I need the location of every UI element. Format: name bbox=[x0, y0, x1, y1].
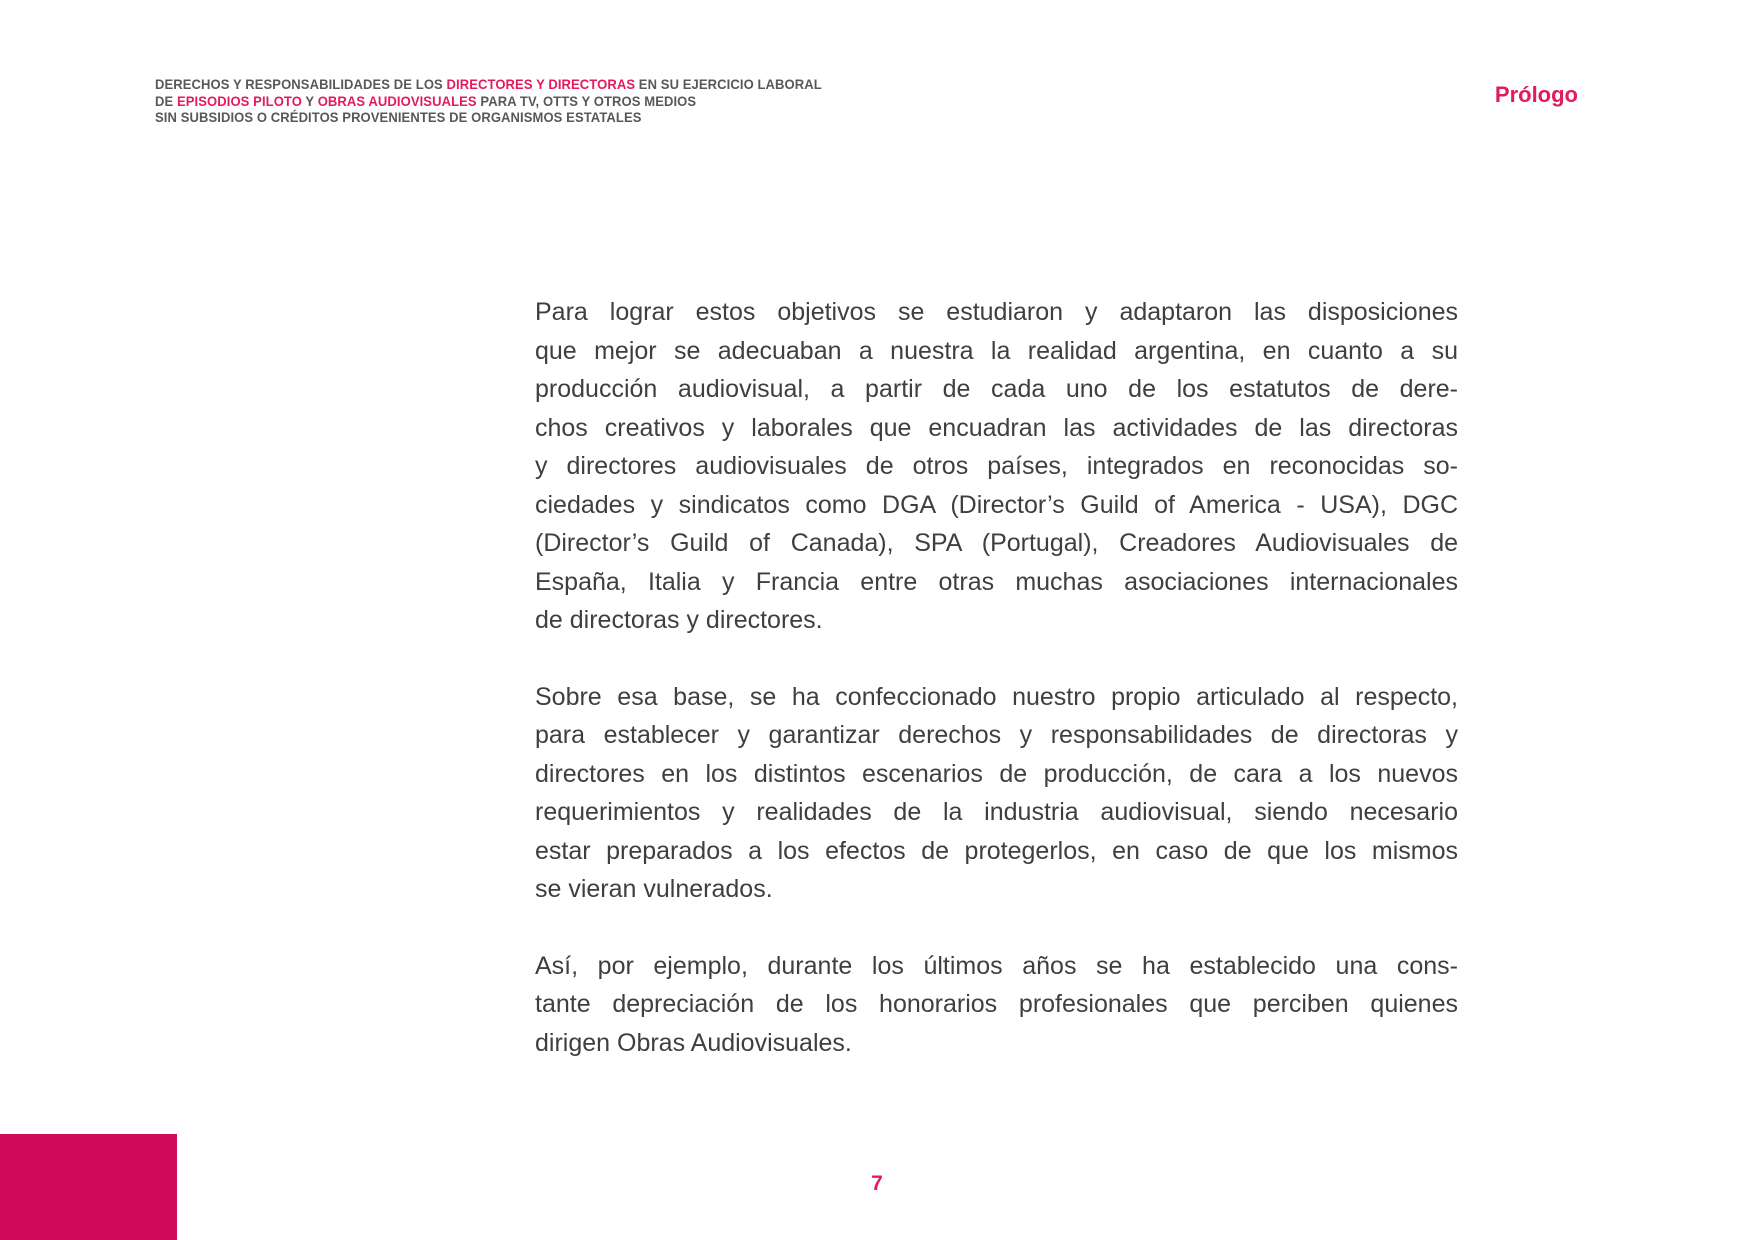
text-line: tante depreciación de los honorarios profesionales que perciben quienes bbox=[535, 990, 1458, 1018]
text-line: se vieran vulnerados. bbox=[535, 875, 773, 903]
text-line: Sobre esa base, se ha confeccionado nuestro propio articulado al respecto, bbox=[535, 682, 1458, 711]
text-line: directores en los distintos escenarios de producción, de cara a los nuevos bbox=[535, 759, 1458, 788]
text-line: que mejor se adecuaban a nuestra la realidad argentina, en cuanto a su bbox=[535, 336, 1458, 365]
header-highlight: OBRAS AUDIOVISUALES bbox=[317, 92, 477, 109]
header-text: PARA TV, OTTS Y OTROS MEDIOS bbox=[476, 92, 697, 109]
page-number: 7 bbox=[871, 1172, 883, 1195]
text-line: España, Italia y Francia entre otras muchas asociaciones internacionales bbox=[535, 567, 1458, 596]
header-text: DERECHOS Y RESPONSABILIDADES DE LOS bbox=[155, 76, 447, 92]
header-highlight: DIRECTORES Y DIRECTORAS bbox=[446, 76, 636, 92]
text-line: de directoras y directores. bbox=[535, 606, 823, 634]
header-text: EN SU EJERCICIO LABORAL bbox=[635, 76, 822, 92]
text-line: dirigen Obras Audiovisuales. bbox=[535, 1028, 852, 1057]
header-text: DE bbox=[155, 92, 177, 109]
header-title-line-2 bbox=[155, 93, 822, 110]
text-line: Para lograr estos objetivos se estudiaron y adaptaron las disposiciones bbox=[535, 298, 1458, 326]
text-line: requerimientos y realidades de la industria audiovisual, siendo necesario bbox=[535, 798, 1458, 826]
body-text bbox=[535, 255, 1458, 1087]
header-title-line-1 bbox=[155, 76, 822, 93]
text-line: chos creativos y laborales que encuadran las actividades de las directoras bbox=[535, 413, 1458, 442]
text-line: Así, por ejemplo, durante los últimos años se ha establecido una cons- bbox=[535, 951, 1458, 980]
header-title bbox=[155, 76, 822, 126]
text-line: y directores audiovisuales de otros países, integrados en reconocidas so- bbox=[535, 452, 1458, 480]
section-label-prologo: Prólogo bbox=[1494, 82, 1578, 107]
header-title-line-3: SIN SUBSIDIOS O CRÉDITOS PROVENIENTES DE ORGANISMOS ESTATALES bbox=[155, 109, 642, 125]
header-text: Y bbox=[301, 92, 318, 109]
header-highlight: EPISODIOS PILOTO bbox=[176, 92, 302, 109]
text-line: (Director’s Guild of Canada), SPA (Portugal), Creadores Audiovisuales de bbox=[535, 529, 1458, 557]
text-line: para establecer y garantizar derechos y responsabilidades de directoras y bbox=[535, 721, 1458, 749]
text-line: estar preparados a los efectos de protegerlos, en caso de que los mismos bbox=[535, 836, 1458, 865]
text-line: producción audiovisual, a partir de cada uno de los estatutos de dere- bbox=[535, 375, 1458, 403]
text-line: ciedades y sindicatos como DGA (Director’s Guild of America - USA), DGC bbox=[535, 490, 1458, 519]
